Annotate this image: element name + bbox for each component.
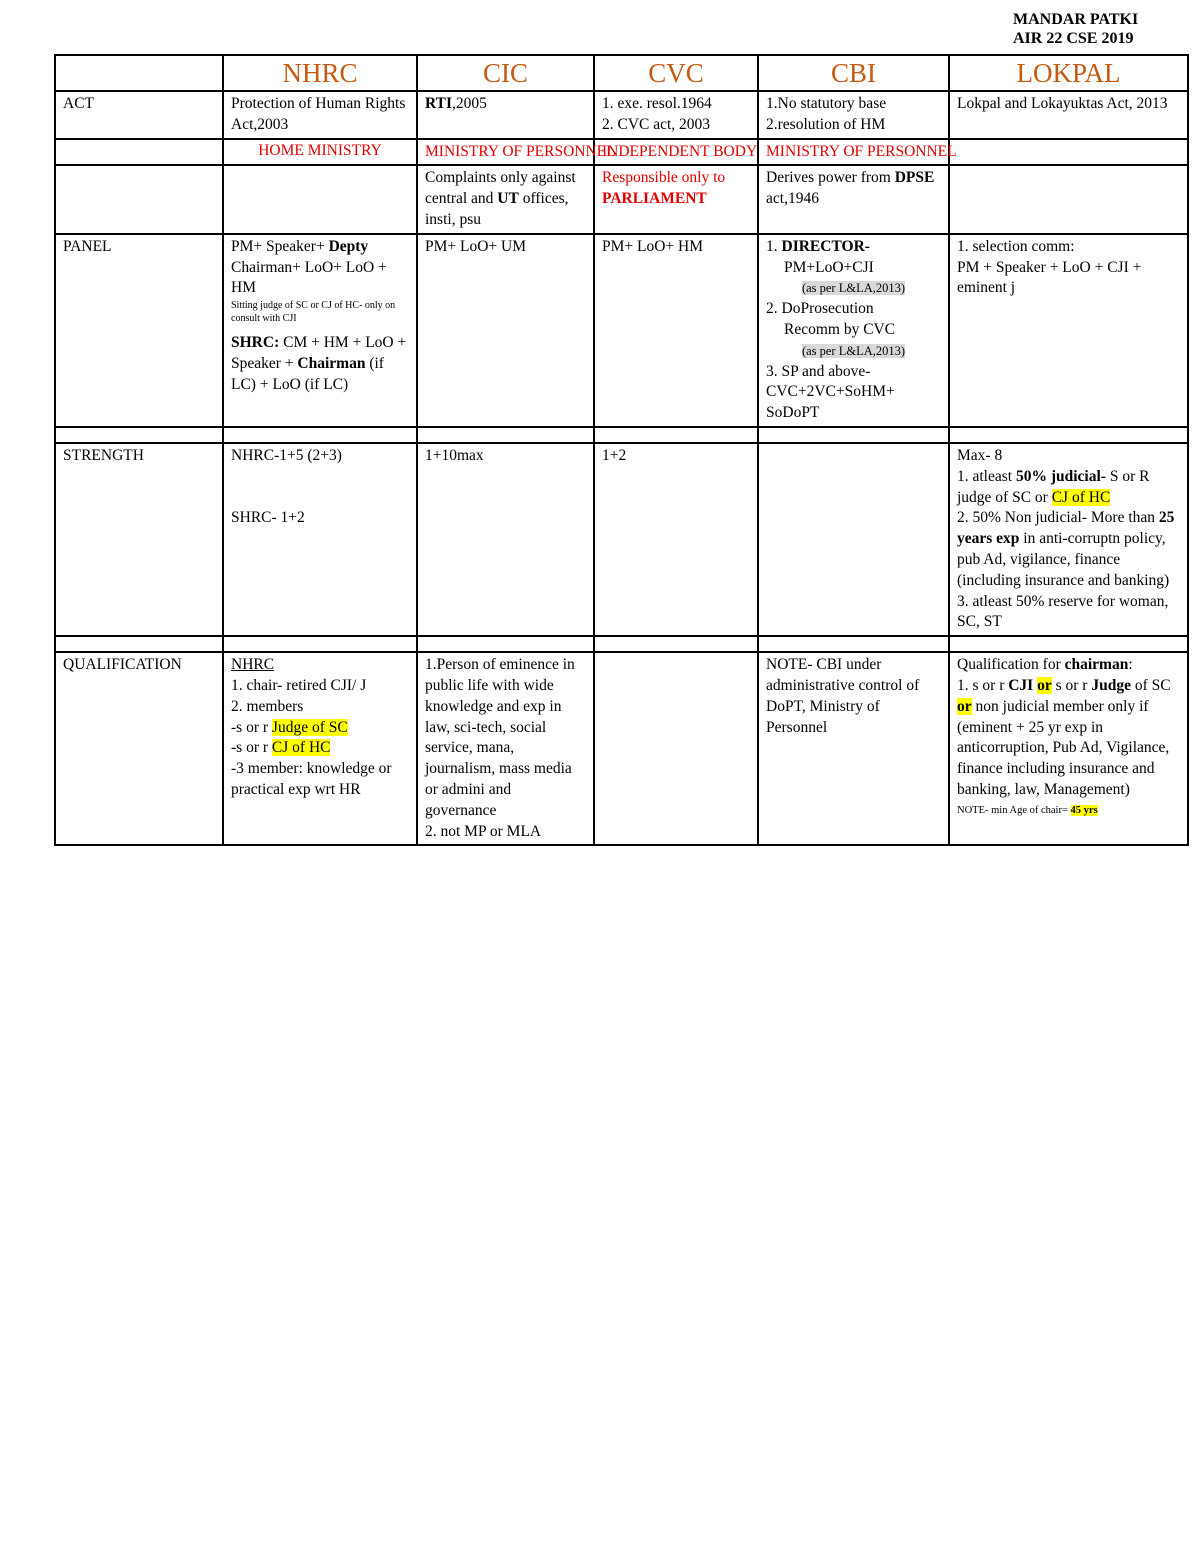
role-cic-bold: UT: [497, 190, 519, 208]
author-block: [1013, 10, 1138, 48]
panel-shrc-bold2: Chairman: [297, 354, 366, 372]
act-cvc-line2: 2. CVC act, 2003: [602, 115, 711, 133]
role-cbi-text1: Derives power from: [766, 169, 895, 187]
panel-cbi: [758, 234, 949, 427]
role-cbi: [758, 165, 949, 233]
row-label-qualification: QUALIFICATION: [55, 652, 223, 845]
t-bold: Judge: [1091, 676, 1131, 694]
t: Qualification for: [957, 656, 1065, 674]
panel-cvc: PM+ LoO+ HM: [594, 234, 758, 427]
role-lokpal: [949, 165, 1188, 233]
panel-shrc: [231, 333, 409, 395]
header-row: [55, 55, 1188, 91]
act-cbi-line2: 2.resolution of HM: [766, 115, 886, 133]
strength-lokpal-max: Max- 8: [957, 446, 1003, 464]
panel-nhrc-bold: Depty: [328, 237, 369, 255]
panel-cbi-1-members: PM+LoO+CJI: [784, 258, 874, 276]
qual-lokpal-criteria: [957, 676, 1180, 801]
header-cic: CIC: [417, 55, 594, 91]
t: of SC: [1130, 676, 1171, 694]
act-row: [55, 91, 1188, 139]
ministry-row: [55, 139, 1188, 166]
comparison-table: [54, 54, 1189, 846]
panel-row: [55, 234, 1188, 427]
ministry-cic: MINISTRY OF PERSONNEL: [417, 139, 594, 166]
t-highlight: Judge of SC: [271, 718, 348, 736]
header-lokpal: LOKPAL: [949, 55, 1188, 91]
t: 1. s or r: [957, 676, 1009, 694]
qual-lokpal: [949, 652, 1188, 845]
gap-row-1: [55, 427, 1188, 443]
panel-nhrc-main: [231, 237, 409, 299]
role-label: [55, 165, 223, 233]
qual-nhrc: [223, 652, 417, 845]
strength-cic: 1+10max: [417, 443, 594, 636]
t: in anti-corruptn policy, pub Ad, vigilance, finance (including insurance and banking): [957, 530, 1170, 589]
t: :: [1128, 656, 1133, 674]
role-cic-text2: offices, insti, psu: [425, 190, 569, 228]
qual-nhrc-members: 2. members: [231, 697, 304, 715]
qual-lokpal-note: [957, 801, 1180, 822]
qual-nhrc-hc: [231, 738, 409, 759]
ministry-cbi: MINISTRY OF PERSONNEL: [758, 139, 949, 166]
strength-cvc: 1+2: [594, 443, 758, 636]
act-nhrc: Protection of Human Rights Act,2003: [223, 91, 417, 139]
panel-cbi-3-members2: SoDoPT: [766, 404, 820, 422]
act-cic-bold: RTI: [425, 95, 453, 112]
panel-lokpal: [949, 234, 1188, 427]
qual-cic-2: 2. not MP or MLA: [425, 822, 542, 840]
t: S or R judge of SC or: [957, 467, 1150, 506]
panel-cbi-note1: (as per L&LA,2013): [801, 281, 906, 296]
strength-lokpal: [949, 443, 1188, 636]
author-rank: AIR 22 CSE 2019: [1013, 30, 1134, 47]
qual-nhrc-chair: 1. chair- retired CJI/ J: [231, 676, 367, 694]
panel-lokpal-members: PM + Speaker + LoO + CJI + eminent j: [957, 258, 1142, 297]
strength-shrc-value: SHRC- 1+2: [231, 508, 305, 526]
row-label-strength: STRENGTH: [55, 443, 223, 636]
ministry-label: [55, 139, 223, 166]
t-bold: chairman: [1064, 656, 1129, 674]
t-highlight: or: [957, 697, 972, 715]
t: -s or r: [231, 718, 272, 736]
qual-lokpal-title: [957, 655, 1180, 676]
panel-lokpal-title: 1. selection comm:: [957, 237, 1075, 255]
author-name: MANDAR PATKI: [1013, 11, 1139, 28]
t: -s or r: [231, 739, 272, 757]
act-cvc: [594, 91, 758, 139]
panel-cic: PM+ LoO+ UM: [417, 234, 594, 427]
qual-nhrc-sc: [231, 718, 409, 739]
panel-cbi-3-members: CVC+2VC+SoHM+: [766, 383, 895, 401]
panel-cbi-1: [766, 237, 941, 258]
act-cic-year: ,2005: [452, 95, 487, 112]
header-cvc: CVC: [594, 55, 758, 91]
panel-cbi-1-num: 1.: [766, 237, 782, 255]
t: 2. 50% Non judicial- More than: [957, 509, 1159, 527]
act-cbi: [758, 91, 949, 139]
header-nhrc: NHRC: [223, 55, 417, 91]
role-nhrc: [223, 165, 417, 233]
row-label-act: ACT: [55, 91, 223, 139]
t-highlight: or: [1037, 676, 1052, 694]
qual-cvc: [594, 652, 758, 845]
role-cbi-bold: DPSE: [894, 169, 935, 187]
panel-shrc-bold: SHRC:: [231, 334, 280, 352]
gap-cell: [55, 427, 223, 443]
header-empty: [55, 55, 223, 91]
qual-cic: [417, 652, 594, 845]
t-highlight: CJ of HC: [1051, 488, 1111, 506]
gap-cell: [417, 636, 594, 652]
panel-cbi-note1-wrap: [766, 278, 941, 299]
ministry-lokpal: [949, 139, 1188, 166]
ministry-nhrc: HOME MINISTRY: [223, 139, 417, 166]
gap-cell: [55, 636, 223, 652]
panel-nhrc-text2: Chairman+ LoO+ LoO + HM: [231, 258, 387, 297]
gap-cell: [223, 427, 417, 443]
strength-nhrc: [223, 443, 417, 636]
t-bold: 25 years exp: [957, 509, 1175, 548]
qual-nhrc-title: NHRC: [231, 656, 275, 674]
panel-nhrc: [223, 234, 417, 427]
panel-nhrc-note: Sitting judge of SC or CJ of HC- only on consult with CJI: [231, 300, 396, 325]
panel-shrc-text2: (if LC) + LoO (if LC): [231, 354, 384, 393]
role-cic-text1: Complaints only against central and: [425, 169, 576, 208]
role-cvc: [594, 165, 758, 233]
panel-cbi-1-title: DIRECTOR-: [781, 237, 870, 255]
t: NOTE- min Age of chair=: [957, 804, 1071, 816]
panel-shrc-text1: CM + HM + LoO + Speaker +: [231, 334, 407, 372]
role-row: [55, 165, 1188, 233]
t-highlight: 45 yrs: [1070, 804, 1098, 816]
strength-nhrc-value: NHRC-1+5 (2+3): [231, 446, 342, 464]
panel-nhrc-text1: PM+ Speaker+: [231, 237, 329, 255]
role-cvc-line2: PARLIAMENT: [602, 190, 707, 208]
qual-cic-1: 1.Person of eminence in public life with wide knowledge and exp in law, sci-tech, social service, mana, journalism, mass media or admini and governance: [425, 656, 575, 819]
role-cbi-text2: act,1946: [766, 190, 819, 208]
panel-cbi-note2: (as per L&LA,2013): [801, 343, 906, 358]
act-lokpal: Lokpal and Lokayuktas Act, 2013: [949, 91, 1188, 139]
panel-cbi-2-detail: Recomm by CVC: [784, 320, 896, 338]
panel-cbi-3: 3. SP and above-: [766, 362, 871, 380]
gap-cell: [223, 636, 417, 652]
qual-cbi: NOTE- CBI under administrative control of DoPT, Ministry of Personnel: [758, 652, 949, 845]
role-cvc-line1: Responsible only to: [602, 169, 726, 187]
gap-cell: [949, 636, 1188, 652]
gap-cell: [949, 427, 1188, 443]
t-highlight: CJ of HC: [271, 739, 331, 757]
act-cvc-line1: 1. exe. resol.1964: [602, 95, 712, 112]
gap-cell: [594, 636, 758, 652]
panel-cbi-note2-wrap: [766, 341, 941, 362]
gap-cell: [758, 427, 949, 443]
ministry-cvc: INDEPENDENT BODY: [594, 139, 758, 166]
act-cbi-line1: 1.No statutory base: [766, 95, 887, 112]
strength-cbi: [758, 443, 949, 636]
spacer: [231, 467, 409, 508]
gap-row-2: [55, 636, 1188, 652]
qual-nhrc-third: -3 member: knowledge or practical exp wrt HR: [231, 760, 392, 798]
qualification-row: [55, 652, 1188, 845]
t-bold: 50% judicial-: [1015, 467, 1106, 485]
gap-cell: [594, 427, 758, 443]
act-cic: [417, 91, 594, 139]
strength-lokpal-judicial: [957, 467, 1180, 509]
spacer: [231, 325, 409, 333]
strength-row: [55, 443, 1188, 636]
role-cic: [417, 165, 594, 233]
gap-cell: [417, 427, 594, 443]
t: 1. atleast: [957, 467, 1016, 485]
panel-cbi-2: 2. DoProsecution: [766, 300, 874, 318]
t: non judicial member only if (eminent + 25 yr exp in anticorruption, Pub Ad, Vigilance, finance including insurance and banking, law, Management): [957, 697, 1170, 798]
row-label-panel: PANEL: [55, 234, 223, 427]
gap-cell: [758, 636, 949, 652]
strength-lokpal-nonjudicial: [957, 508, 1180, 591]
strength-lokpal-reserve: 3. atleast 50% reserve for woman, SC, ST: [957, 592, 1169, 631]
header-cbi: CBI: [758, 55, 949, 91]
t-bold: CJI: [1008, 676, 1034, 694]
t: s or r: [1051, 676, 1092, 694]
